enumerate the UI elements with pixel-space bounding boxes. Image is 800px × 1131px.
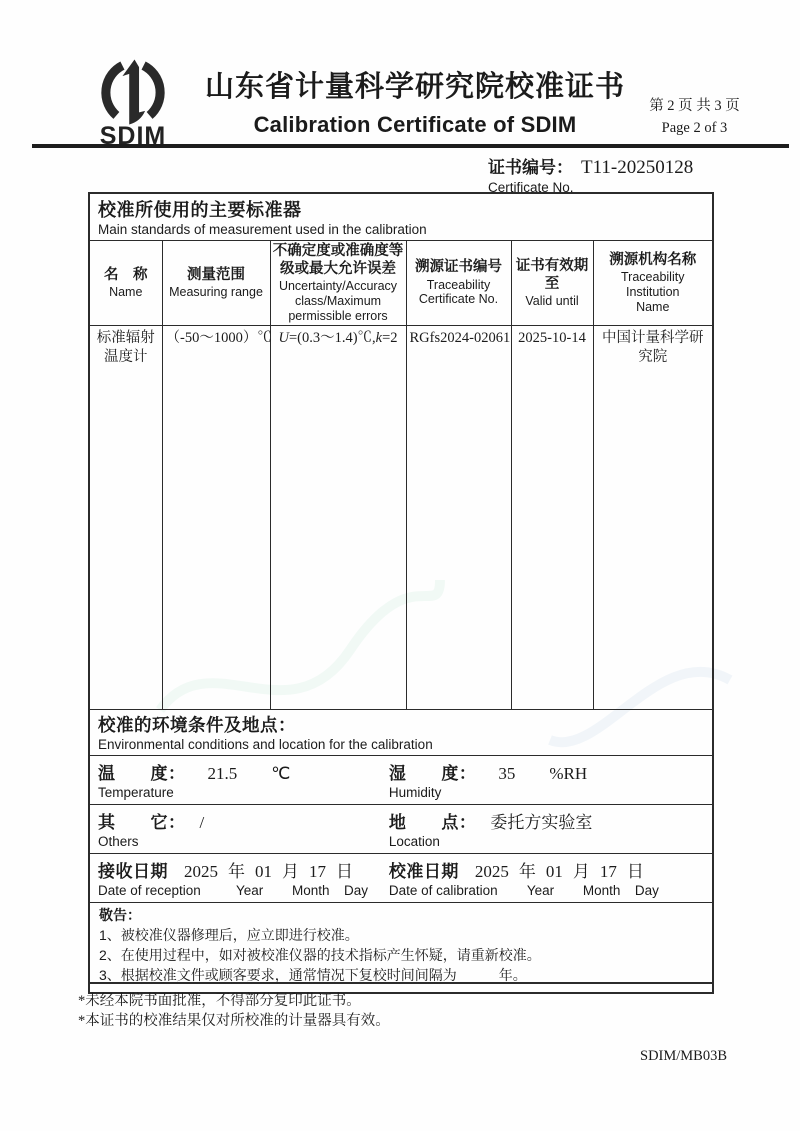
notice-title: 敬告： (99, 907, 141, 923)
calibration-year: 2025 (474, 862, 509, 881)
cell-institution: 中国计量科学研究院 (602, 329, 704, 366)
calibration-month: 01 (545, 862, 563, 881)
humidity-value: 35 (498, 764, 516, 783)
temperature-humidity-row (90, 755, 712, 804)
certificate-number-label-cn: 证书编号： (488, 158, 573, 177)
reception-day: 17 (309, 862, 326, 881)
main-document-table (88, 192, 714, 994)
humidity-unit: %RH (549, 764, 588, 783)
humidity-field (389, 759, 704, 800)
others-label-cn: 其 它： (98, 813, 186, 832)
cell-measuring-range: （-50～1000）℃ (162, 325, 270, 709)
col-header-name: 名 称 Name (90, 241, 162, 325)
col-header-uncertainty: 不确定度或准确度等级或最大允许误差 Uncertainty/Accuracy class/Maximum permissible errors (270, 241, 406, 325)
temperature-value: 21.5 (207, 764, 238, 783)
page-number-chinese: 第 2 页 共 3 页 (649, 98, 740, 114)
header-divider (32, 144, 789, 148)
reception-year: 2025 (184, 862, 218, 881)
temperature-label-cn: 温 度： (98, 764, 186, 783)
location-field (389, 808, 704, 849)
reception-label-cn: 接收日期 (98, 862, 168, 881)
footnote-1: *未经本院书面批准，不得部分复印此证书。 (78, 993, 361, 1009)
cell-standard-name: 标准辐射温度计 (90, 325, 162, 709)
notice-item-2: 2、在使用过程中，如对被校准仪器的技术指标产生怀疑，请重新校准。 (99, 946, 541, 963)
page-number (632, 96, 757, 140)
cell-uncertainty: U=(0.3～1.4)℃,k=2 (270, 325, 406, 709)
location-label-cn: 地 点： (388, 813, 477, 832)
dates-row (90, 853, 712, 902)
standards-title-en: Main standards of measurement used in the calibration (98, 222, 427, 237)
col-header-valid-until: 证书有效期至 Valid until (511, 241, 593, 325)
environment-title-cn: 校准的环境条件及地点： (98, 715, 296, 735)
reception-date-field: 接收日期 2025 年 01 月 17 日 Date of reception Year Month Day (98, 857, 389, 898)
reception-label-en: Date of reception (98, 883, 201, 898)
standards-header-row (90, 241, 712, 325)
sdim-emblem-icon (95, 58, 171, 126)
notice-item-3: 3、根据校准文件或顾客要求，通常情况下复校时间间隔为 年。 (99, 966, 527, 983)
calibration-date-field: 校准日期 2025 年 01 月 17 日 Date of calibration Year Month Day (389, 857, 704, 898)
environment-section-title (90, 709, 712, 755)
col-header-measuring-range: 测量范围 Measuring range (162, 241, 270, 325)
sdim-logo (78, 58, 188, 151)
logo-text: SDIM (99, 122, 167, 150)
standards-section-title (90, 194, 712, 241)
title-english: Calibration Certificate of SDIM (253, 112, 577, 137)
temperature-field (98, 759, 389, 800)
others-location-row (90, 804, 712, 853)
col-header-traceability-institution: 溯源机构名称 Traceability Institution Name (593, 241, 712, 325)
form-code: SDIM/MB03B (640, 1048, 728, 1064)
others-label-en: Others (98, 834, 139, 849)
standards-title-cn: 校准所使用的主要标准器 (98, 200, 302, 220)
others-value: / (199, 813, 205, 832)
title-chinese: 山东省计量科学研究院校准证书 (204, 71, 625, 103)
certificate-title (200, 64, 630, 138)
standards-data-row (90, 325, 712, 709)
humidity-label-en: Humidity (388, 785, 442, 800)
notice-section (90, 902, 712, 992)
calibration-label-en: Date of calibration (388, 883, 498, 898)
reception-month: 01 (255, 862, 272, 881)
table-bottom-rule (88, 982, 714, 984)
certificate-number (488, 153, 693, 195)
temperature-unit: ℃ (271, 764, 291, 783)
standards-table (90, 241, 712, 709)
location-value: 委托方实验室 (490, 813, 593, 832)
environment-title-en: Environmental conditions and location for the calibration (98, 737, 433, 752)
certificate-number-label-en: Certificate No. (488, 180, 574, 195)
others-field (98, 808, 389, 849)
calibration-label-cn: 校准日期 (388, 862, 459, 881)
certificate-number-value: T11-20250128 (581, 157, 694, 178)
col-header-traceability-cert-no: 溯源证书编号 Traceability Certificate No. (406, 241, 511, 325)
humidity-label-cn: 湿 度： (388, 764, 477, 783)
location-label-en: Location (388, 834, 440, 849)
cell-valid-until: 2025-10-14 (511, 325, 593, 709)
notice-item-1: 1、被校准仪器修理后，应立即进行校准。 (99, 926, 359, 943)
calibration-day: 17 (599, 862, 617, 881)
cell-traceability-cert-no: RGfs2024-02061 (406, 325, 511, 709)
footnote-2: *本证书的校准结果仅对所校准的计量器具有效。 (78, 1012, 390, 1029)
page-number-english: Page 2 of 3 (661, 119, 728, 136)
footnotes (78, 992, 390, 1031)
temperature-label-en: Temperature (98, 785, 174, 800)
